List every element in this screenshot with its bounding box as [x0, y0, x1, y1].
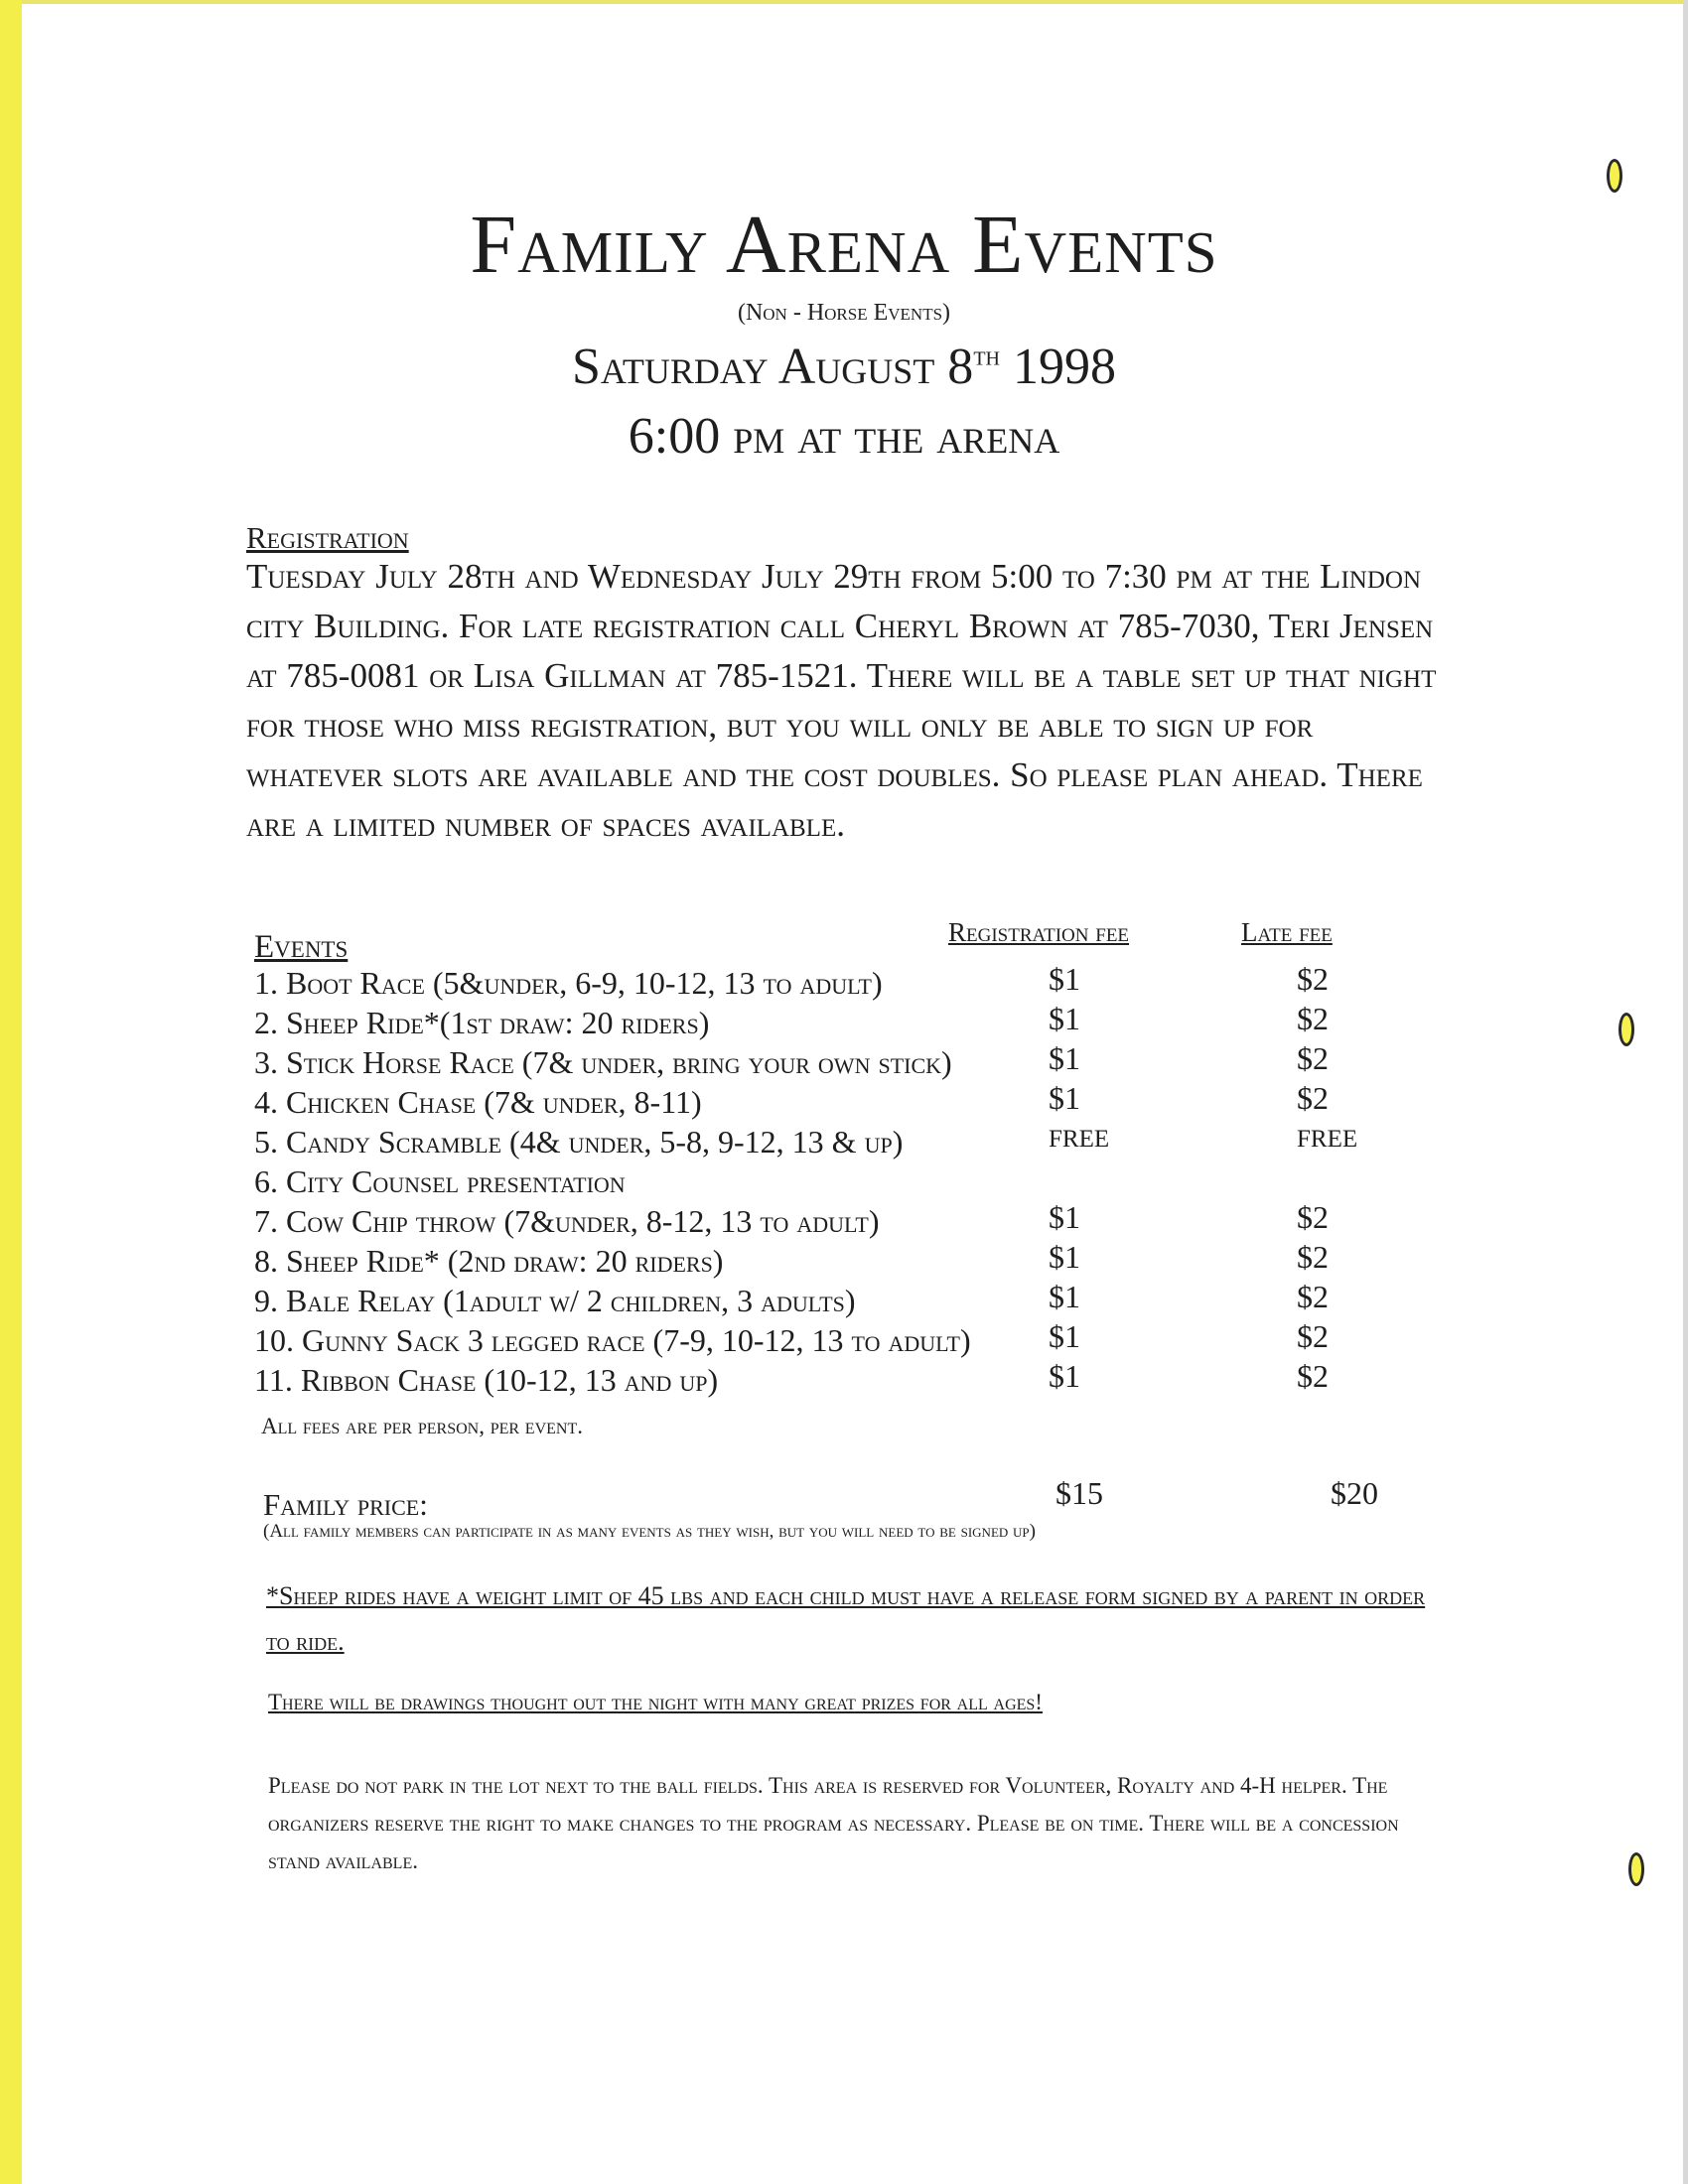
parking-note: Please do not park in the lot next to the ball fields. This area is reserved for Volunteer, Royalty and 4-H helper. The organizers reserve the right to make changes to the program as necessary. Please be on time. There will be a concession stand available.	[268, 1773, 1399, 1873]
event-row	[254, 1279, 1426, 1322]
event-fee: $1	[1049, 1040, 1080, 1076]
event-name: 4. Chicken Chase (7& under, 8-11)	[254, 1084, 702, 1120]
event-late-fee: $2	[1297, 1239, 1329, 1275]
event-late-fee: $2	[1297, 1279, 1329, 1314]
registration-fee-heading: Registration fee	[948, 917, 1130, 947]
event-name: 11. Ribbon Chase (10-12, 13 and up)	[254, 1362, 719, 1398]
page-title: Family Arena Events	[470, 199, 1218, 291]
fee-note: All fees are per person, per event.	[261, 1414, 583, 1438]
event-fee: $1	[1049, 1279, 1080, 1314]
event-name: 2. Sheep Ride*(1st draw: 20 riders)	[254, 1005, 710, 1040]
event-name: 8. Sheep Ride* (2nd draw: 20 riders)	[254, 1243, 724, 1279]
registration-text: Tuesday July 28th and Wednesday July 29th from 5:00 to 7:30 pm at the Lindon city Building. For late registration call Cheryl Brown at 785-7030, Teri Jensen at 785-0081 or Lisa Gillman at 785-1521. There will be a table set up that night for those who miss registration, but you will only be able to sign up for whatever slots are available and the cost doubles. So please plan ahead. There are a limited number of spaces available.	[246, 557, 1437, 844]
event-time: 6:00 pm at the arena	[628, 408, 1060, 465]
event-name: 10. Gunny Sack 3 legged race (7-9, 10-12, 13 to adult)	[254, 1322, 971, 1358]
event-fee: $1	[1049, 1199, 1080, 1235]
event-row	[254, 1080, 1426, 1124]
event-name: 5. Candy Scramble (4& under, 5-8, 9-12, 13 & up)	[254, 1124, 904, 1160]
event-fee: $1	[1049, 1358, 1080, 1394]
event-name: 6. City Counsel presentation	[254, 1163, 626, 1199]
event-fee: $1	[1049, 961, 1080, 997]
event-late-fee: $2	[1297, 1199, 1329, 1235]
binder-hole-middle	[1618, 1013, 1634, 1046]
event-fee: $1	[1049, 1239, 1080, 1275]
scan-top-edge	[0, 0, 1688, 4]
binder-hole-bottom	[1628, 1852, 1644, 1886]
event-name: 3. Stick Horse Race (7& under, bring your own stick)	[254, 1044, 952, 1080]
event-name: 9. Bale Relay (1adult w/ 2 children, 3 adults)	[254, 1283, 856, 1318]
event-date-main: Saturday August 8	[572, 339, 974, 395]
family-price-label: Family price:	[263, 1487, 428, 1522]
event-late-fee: $2	[1297, 1080, 1329, 1116]
event-row	[254, 1040, 1426, 1084]
event-late-fee: FREE	[1297, 1126, 1358, 1153]
family-price-fee: $15	[1055, 1475, 1103, 1511]
event-row	[254, 961, 1426, 1005]
registration-heading: Registration	[246, 520, 409, 555]
drawings-note: There will be drawings thought out the night with many great prizes for all ages!	[268, 1690, 1043, 1714]
event-row	[254, 1001, 1426, 1044]
event-late-fee: $2	[1297, 1318, 1329, 1354]
sheep-ride-note: *Sheep rides have a weight limit of 45 lbs and each child must have a release form signed by a parent in order to ride.	[266, 1581, 1426, 1656]
late-fee-heading: Late fee	[1241, 917, 1333, 947]
event-date-year: 1998	[999, 339, 1116, 395]
event-row	[254, 1358, 1426, 1402]
events-heading: Events	[254, 929, 349, 965]
event-row	[254, 1239, 1426, 1283]
event-late-fee: $2	[1297, 1040, 1329, 1076]
event-row	[254, 1124, 1426, 1163]
event-fee: $1	[1049, 1318, 1080, 1354]
scan-left-edge	[0, 0, 22, 2184]
page-subtitle: (Non - Horse Events)	[737, 300, 951, 326]
event-late-fee: $2	[1297, 961, 1329, 997]
event-row	[254, 1163, 1426, 1203]
event-fee: FREE	[1049, 1126, 1110, 1153]
event-name: 7. Cow Chip throw (7&under, 8-12, 13 to adult)	[254, 1203, 880, 1239]
event-fee: $1	[1049, 1080, 1080, 1116]
binder-hole-top	[1607, 159, 1622, 193]
event-late-fee: $2	[1297, 1358, 1329, 1394]
event-date-ordinal: th	[973, 341, 1000, 372]
event-name: 1. Boot Race (5&under, 6-9, 10-12, 13 to adult)	[254, 965, 883, 1001]
event-row	[254, 1199, 1426, 1243]
event-fee: $1	[1049, 1001, 1080, 1036]
scan-right-edge	[1683, 0, 1688, 2184]
event-row	[254, 1318, 1426, 1362]
event-late-fee: $2	[1297, 1001, 1329, 1036]
family-price-late: $20	[1331, 1475, 1378, 1511]
event-date	[0, 338, 1688, 396]
family-price-note: (All family members can participate in as many events as they wish, but you will need to be signed up)	[263, 1521, 1036, 1542]
